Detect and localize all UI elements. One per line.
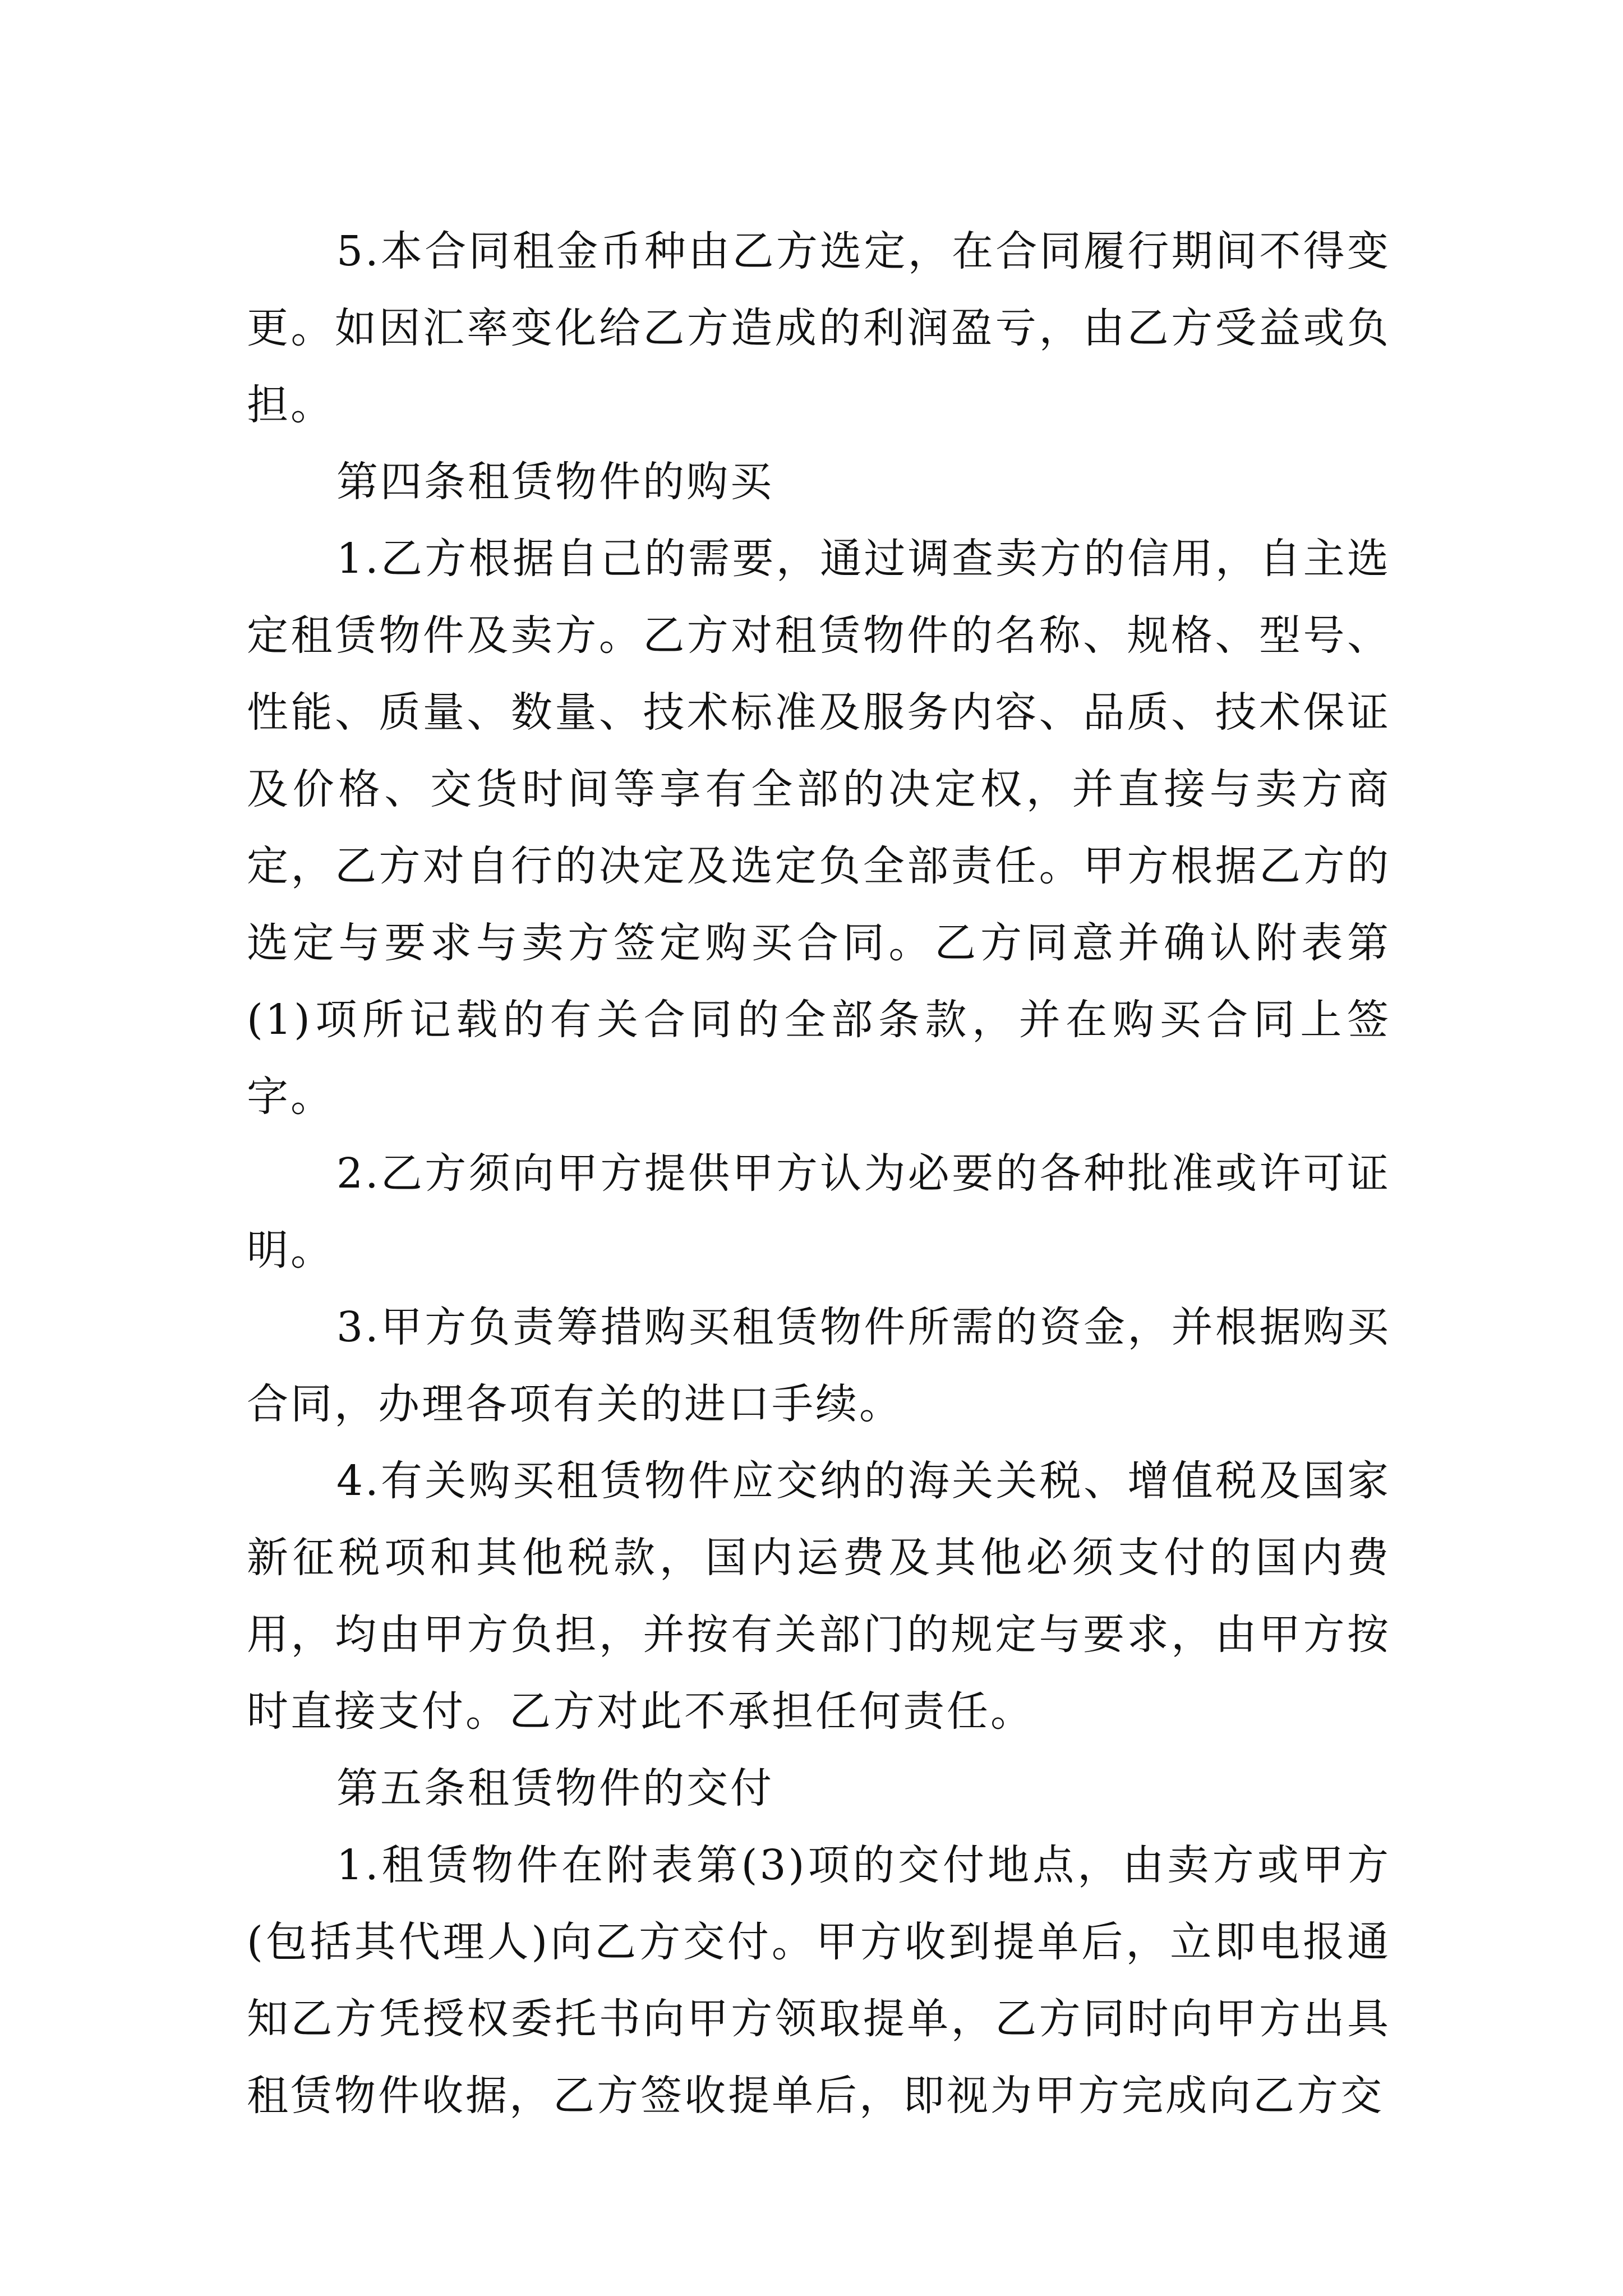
clause-4-item-2: 2.乙方须向甲方提供甲方认为必要的各种批准或许可证明。 <box>247 1149 1391 1274</box>
article-4-heading: 第四条租赁物件的购买 <box>336 458 774 506</box>
clause-3-item-5: 5.本合同租金币种由乙方选定，在合同履行期间不得变更。如因汇率变化给乙方造成的利润盈亏，由乙方受益或负担。 <box>247 227 1391 429</box>
clause-4-item-3: 3.甲方负责筹措购买租赁物件所需的资金，并根据购买合同，办理各项有关的进口手续。 <box>247 1303 1391 1428</box>
clause-4-item-4: 4.有关购买租赁物件应交纳的海关关税、增值税及国家新征税项和其他税款，国内运费及其他必须支付的国内费用，均由甲方负担，并按有关部门的规定与要求，由甲方按时直接支付。乙方对此不承担任何责任。 <box>247 1457 1391 1736</box>
clause-5-item-1: 1.租赁物件在附表第(3)项的交付地点，由卖方或甲方(包括其代理人)向乙方交付。甲方收到提单后，立即电报通知乙方凭授权委托书向甲方领取提单，乙方同时向甲方出具租赁物件收据，乙方签收提单后，即视为甲方完成向乙方交 <box>247 1841 1391 2120</box>
clause-4-item-1: 1.乙方根据自己的需要，通过调查卖方的信用，自主选定租赁物件及卖方。乙方对租赁物件的名称、规格、型号、性能、质量、数量、技术标准及服务内容、品质、技术保证及价格、交货时间等享有全部的决定权，并直接与卖方商定，乙方对自行的决定及选定负全部责任。甲方根据乙方的选定与要求与卖方签定购买合同。乙方同意并确认附表第(1)项所记载的有关合同的全部条款，并在购买合同上签字。 <box>247 535 1391 1121</box>
document-body <box>247 213 1391 2134</box>
article-5-heading: 第五条租赁物件的交付 <box>336 1764 774 1812</box>
